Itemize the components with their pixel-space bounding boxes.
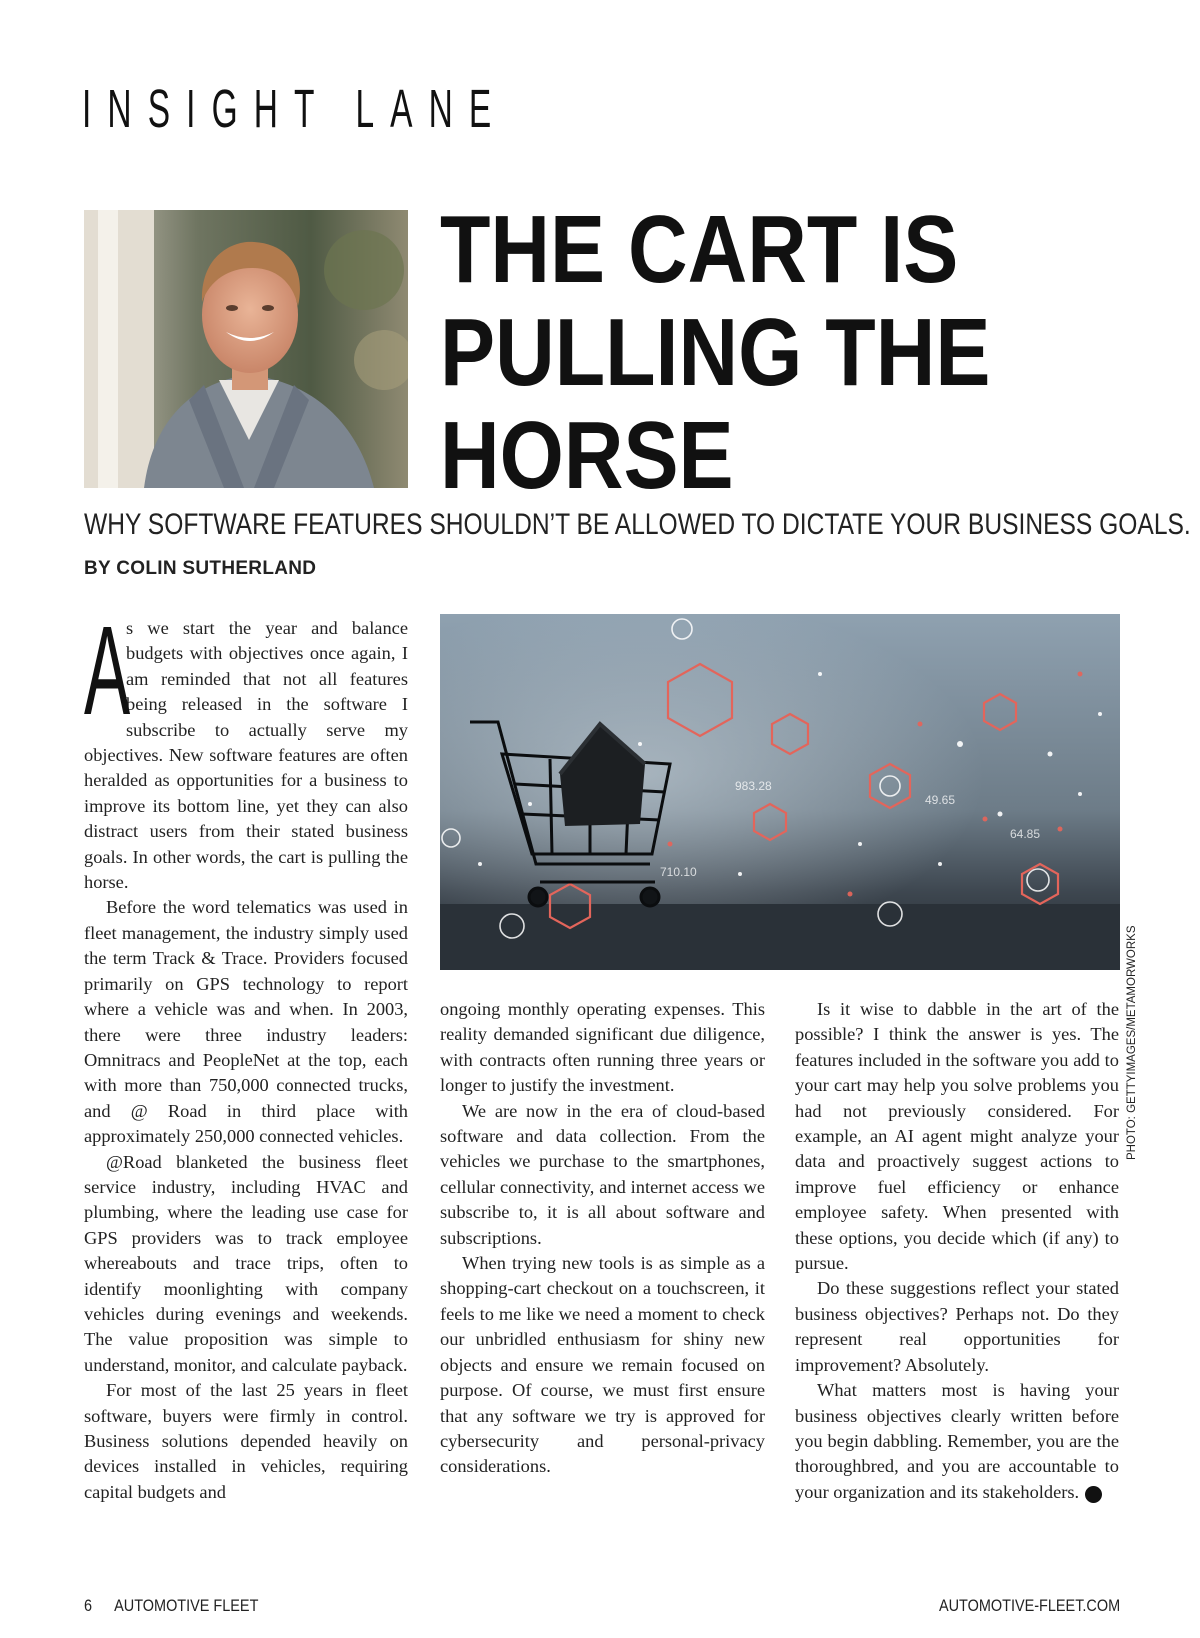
article-column-2 xyxy=(440,997,765,1480)
paragraph: ongoing monthly operating expenses. This reality demanded significant due diligence, with contracts often running three years or longer to justify the investment. xyxy=(440,999,765,1096)
photo-credit xyxy=(1124,925,1142,1160)
author-portrait xyxy=(84,210,408,488)
byline: BY COLIN SUTHERLAND xyxy=(84,558,317,579)
paragraph: Before the word telematics was used in fleet management, the industry simply used the term Track & Trace. Providers focused primarily on GPS technology to report where a vehicle was and when. In 2003, there were three industry leaders: Omnitracs and PeopleNet at the top, each with more than 750,000 connected trucks, and @ Road in third place with approximately 250,000 connected vehicles. xyxy=(84,897,408,1147)
drop-cap: A xyxy=(84,600,131,741)
paragraph: Do these suggestions reflect your stated business objectives? Perhaps not. Do they represent real opportunities for improvement? Absolutely. xyxy=(795,1278,1119,1375)
footer-left xyxy=(84,1596,258,1616)
publication-name: AUTOMOTIVE FLEET xyxy=(114,1596,259,1615)
overlay-number: 710.10 xyxy=(660,865,697,879)
paragraph-text: What matters most is having your business objectives clearly written before you begin dabbling. Remember, you are the thoroughbred, and you are accountable to your organization and its stakeholders. xyxy=(795,1380,1119,1502)
paragraph: Is it wise to dabble in the art of the possible? I think the answer is yes. The features included in the software you add to your cart may help you solve problems you had not previously considered. For example, an AI agent might analyze your data and proactively suggest actions to improve fuel efficiency or enhance employee safety. When presented with these options, you decide which (if any) to pursue. xyxy=(795,999,1119,1274)
paragraph xyxy=(795,1378,1119,1505)
headline-line: PULLING THE xyxy=(440,299,991,406)
paragraph: When trying new tools is as simple as a shopping-cart checkout on a touchscreen, it feels to me like we need a moment to check our unbridled enthusiasm for shiny new objects and ensure we remain focused on purpose. Of course, we must first ensure that any software we try is approved for cybersecurity and personal-privacy considerations. xyxy=(440,1253,765,1477)
photo-credit-text: PHOTO: GETTYIMAGES/METAMORWORKS xyxy=(1126,925,1138,1160)
overlay-number: 983.28 xyxy=(735,779,772,793)
section-label: INSIGHT LANE xyxy=(82,79,508,139)
headline-line: HORSE xyxy=(440,402,734,509)
paragraph: s we start the year and balance budgets with objectives once again, I am reminded that not all features being released in the software I subscribe to actually serve my objectives. New software features are often heralded as opportunities for a business to improve its bottom line, yet they can also distract users from their stated business goals. In other words, the cart is pulling the horse. xyxy=(84,618,408,893)
overlay-number: 49.65 xyxy=(925,793,956,807)
article-column-3 xyxy=(795,997,1119,1505)
hero-image xyxy=(440,614,1120,970)
footer-website: AUTOMOTIVE-FLEET.COM xyxy=(938,1596,1120,1615)
deck-subtitle: WHY SOFTWARE FEATURES SHOULDN’T BE ALLOWED TO DICTATE YOUR BUSINESS GOALS. xyxy=(84,508,1191,541)
paragraph: We are now in the era of cloud-based software and data collection. From the vehicles we purchase to the smartphones, cellular connectivity, and internet access we subscribe to, it is all about software and subscriptions. xyxy=(440,1100,765,1248)
paragraph: @Road blanketed the business fleet service industry, including HVAC and plumbing, where the leading use case for GPS providers was to track employee whereabouts and trace trips, often to identify moonlighting with company vehicles during evenings and weekends. The value proposition was simple to understand, monitor, and calculate payback. xyxy=(84,1151,408,1375)
page-number: 6 xyxy=(84,1596,93,1615)
paragraph: For most of the last 25 years in fleet software, buyers were firmly in control. Business solutions depended heavily on devices installed in vehicles, requiring capital budgets and xyxy=(84,1380,408,1502)
headline xyxy=(440,198,1160,507)
overlay-number: 64.85 xyxy=(1010,827,1041,841)
headline-line: THE CART IS xyxy=(440,196,959,303)
end-mark-icon: AF xyxy=(1085,1486,1102,1503)
article-column-1 xyxy=(84,600,408,1505)
